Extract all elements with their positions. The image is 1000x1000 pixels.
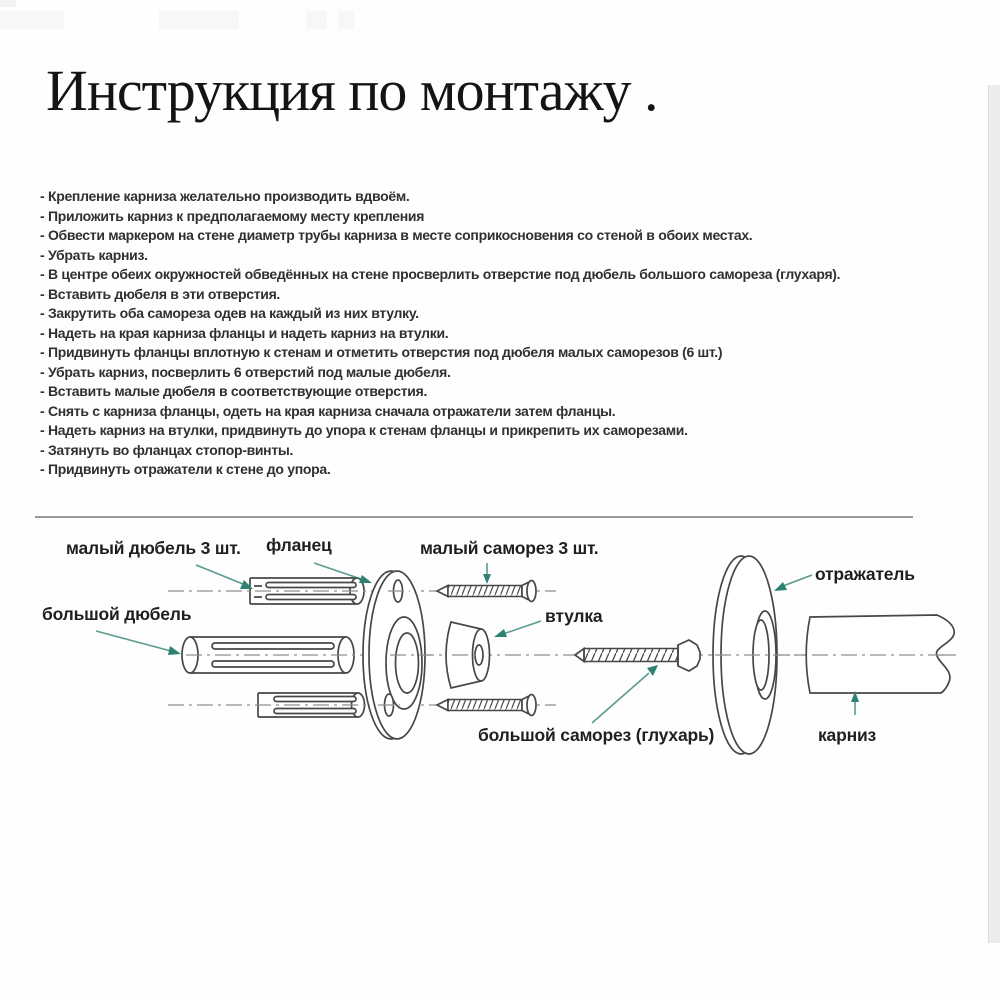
arrow-big-screw <box>592 665 658 723</box>
instruction-line: - В центре обеих окружностей обведённых на стене просверлить отверстие под дюбель большого самореза (глухаря). <box>40 266 841 282</box>
instruction-line: - Затянуть во фланцах стопор-винты. <box>40 441 294 458</box>
instruction-line: - Вставить малые дюбеля в соответствующие отверстия. <box>40 383 428 399</box>
toolbar-ghost <box>0 0 16 7</box>
instruction-line: - Снять с карниза фланцы, одеть на края карниза сначала отражатели затем фланцы. <box>40 402 616 419</box>
instruction-line: - Надеть на края карниза фланцы и надеть карниз на втулки. <box>40 324 449 341</box>
toolbar-ghost <box>159 11 239 29</box>
separator-line <box>35 516 913 518</box>
part-label-rod: карниз <box>818 725 877 745</box>
part-label-flange: фланец <box>266 535 332 555</box>
arrow-small-screw <box>483 563 491 584</box>
instruction-line: - Обвести маркером на стене диаметр трубы карниза в месте соприкосновения со стеной в обоих местах. <box>40 227 753 243</box>
instruction-line: - Придвинуть фланцы вплотную к стенам и отметить отверстия под дюбеля малых саморезов (6 шт.) <box>40 344 723 360</box>
arrow-small-dowel <box>196 565 253 589</box>
instruction-line: - Вставить дюбеля в эти отверстия. <box>40 285 281 302</box>
arrow-big-dowel <box>96 631 181 655</box>
instruction-line: - Приложить карниз к предполагаемому месту крепления <box>40 207 425 224</box>
toolbar-ghost <box>338 11 354 29</box>
toolbar-ghost <box>306 11 327 29</box>
instruction-line: - Надеть карниз на втулки, придвинуть до упора к стенам фланцы и прикрепить их саморезами. <box>40 422 688 438</box>
instruction-line: - Убрать карниз, посверлить 6 отверстий под малые дюбеля. <box>40 363 451 380</box>
part-label-big-dowel: большой дюбель <box>42 604 192 624</box>
part-label-reflector: отражатель <box>815 564 915 584</box>
part-label-small-screw: малый саморез 3 шт. <box>420 538 599 558</box>
big-screw-drawing <box>575 640 700 671</box>
arrow-rod <box>851 691 859 715</box>
page-edge-shadow <box>988 85 1000 943</box>
page-title: Инструкция по монтажу . <box>46 58 658 123</box>
arrow-bushing <box>494 621 541 637</box>
instruction-line: - Убрать карниз. <box>40 246 148 263</box>
small-screw-top-drawing <box>437 581 536 602</box>
rod-drawing <box>806 615 954 693</box>
small-screw-bottom-drawing <box>437 695 536 716</box>
part-label-big-screw: большой саморез (глухарь) <box>478 725 715 745</box>
toolbar-ghost <box>0 11 64 29</box>
parts-diagram <box>0 525 1000 805</box>
instruction-list <box>40 187 970 480</box>
arrow-reflector <box>774 575 812 591</box>
instruction-line: - Закрутить оба самореза одев на каждый из них втулку. <box>40 305 419 321</box>
part-label-bushing: втулка <box>545 606 603 626</box>
part-label-small-dowel: малый дюбель 3 шт. <box>66 538 241 558</box>
instruction-line: - Придвинуть отражатели к стене до упора. <box>40 461 331 477</box>
instruction-line: - Крепление карниза желательно производить вдвоём. <box>40 188 410 204</box>
